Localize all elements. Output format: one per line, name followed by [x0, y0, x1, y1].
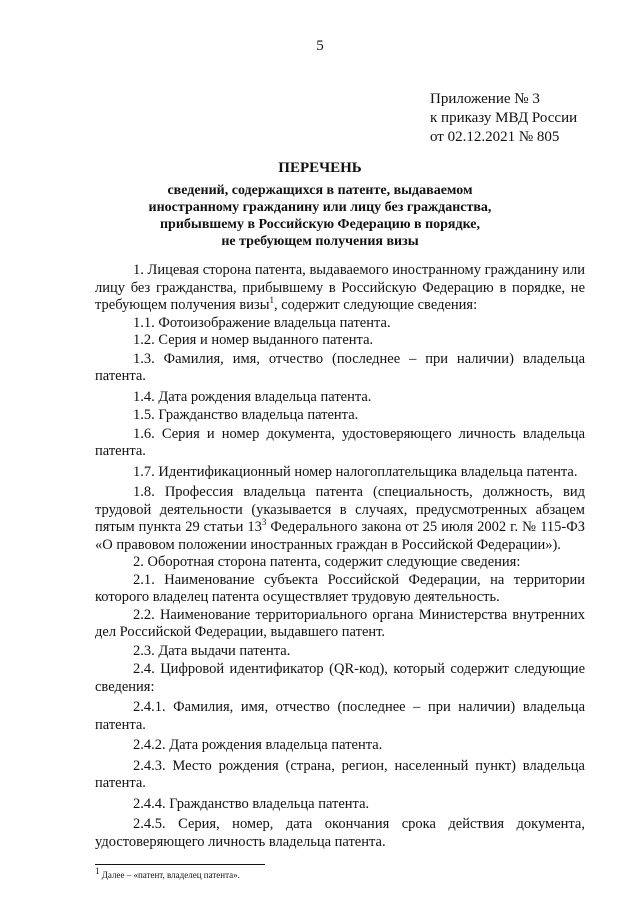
item-1-8: 1.8. Профессия владельца патента (специальность, должность, вид трудовой деятельности (указывается в случаях, предусмотренных абзацем пятым пункта 29 статьи $13^3$ Федерального закона от 25 июля 2002 г. № 115-ФЗ «О правовом положении иностранных граждан в Российской Федерации»).	[95, 484, 585, 553]
footnote-marker: 1	[95, 866, 100, 876]
paragraph-1: 1. Лицевая сторона патента, выдаваемого иностранному гражданину или лицу без гражданства, прибывшему в Российскую Федерацию в порядке, не требующем получения визы$^1$, содержит следующие сведения:	[95, 262, 585, 313]
heading-line: иностранному гражданину или лицу без гражданства,	[148, 200, 492, 215]
item-2-4-1: 2.4.1. Фамилия, имя, отчество (последнее – при наличии) владельца патента.	[95, 699, 585, 733]
footnote-text: Далее – «патент, владелец патента».	[99, 870, 240, 880]
item-2-4: 2.4. Цифровой идентификатор (QR-код), который содержит следующие сведения:	[95, 661, 585, 695]
item-1-6: 1.6. Серия и номер документа, удостоверяющего личность владельца патента.	[95, 425, 585, 459]
item-1-5: 1.5. Гражданство владельца патента.	[133, 407, 359, 423]
item-1-2: 1.2. Серия и номер выданного патента.	[133, 332, 374, 348]
page-number: 5	[316, 38, 324, 54]
document-heading	[95, 160, 545, 250]
item-2-3: 2.3. Дата выдачи патента.	[133, 642, 291, 659]
item-2-4-4: 2.4.4. Гражданство владельца патента.	[133, 795, 370, 812]
paragraph-2: 2. Оборотная сторона патента, содержит следующие сведения:	[133, 554, 521, 570]
appendix-line: к приказу МВД России	[430, 110, 578, 126]
heading-line: не требующем получения визы	[221, 234, 419, 249]
document-title: ПЕРЕЧЕНЬ	[278, 160, 362, 176]
item-1-1: 1.1. Фотоизображение владельца патента.	[133, 314, 391, 331]
item-1-7: 1.7. Идентификационный номер налогоплательщика владельца патента.	[133, 463, 578, 480]
appendix-line: Приложение № 3	[430, 91, 540, 107]
footnote	[95, 866, 240, 880]
item-1-3: 1.3. Фамилия, имя, отчество (последнее – при наличии) владельца патента.	[95, 350, 585, 384]
item-2-4-3: 2.4.3. Место рождения (страна, регион, населенный пункт) владельца патента.	[95, 757, 585, 791]
item-2-4-5: 2.4.5. Серия, номер, дата окончания срока действия документа, удостоверяющего личность владельца патента.	[95, 816, 585, 850]
footnote-ref: 1	[269, 295, 274, 306]
footnote-divider	[95, 864, 265, 865]
appendix-line: от 02.12.2021 № 805	[430, 129, 560, 145]
item-2-2: 2.2. Наименование территориального органа Министерства внутренних дел Российской Федерации, выдавшего патент.	[95, 606, 585, 640]
item-1-4: 1.4. Дата рождения владельца патента.	[133, 388, 372, 405]
item-2-4-2: 2.4.2. Дата рождения владельца патента.	[133, 737, 383, 753]
document-body	[95, 262, 585, 851]
footnote-ref: 3	[261, 517, 267, 528]
heading-line: сведений, содержащихся в патенте, выдаваемом	[167, 183, 473, 198]
item-2-1: 2.1. Наименование субъекта Российской Федерации, на территории которого владелец патента осуществляет трудовую деятельность.	[95, 571, 585, 605]
heading-line: прибывшему в Российскую Федерацию в порядке,	[159, 217, 481, 232]
appendix-reference	[430, 90, 577, 147]
